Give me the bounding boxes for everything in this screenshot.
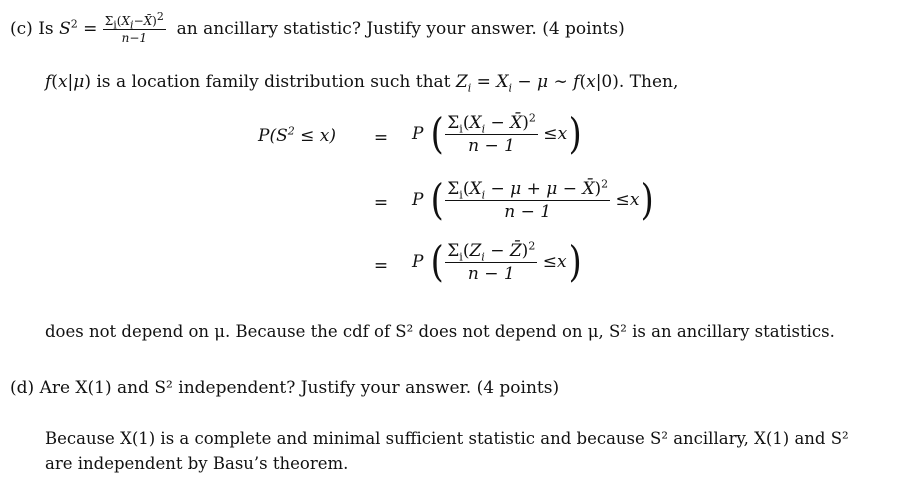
part-d-question [10, 378, 559, 398]
part-d-answer-line-2: are independent by Basu’s theorem. [45, 454, 349, 473]
derivation-lhs: $P(S^2 \le x)$ [258, 124, 336, 146]
equals-sign-1: = [373, 128, 389, 148]
s2-definition-fraction: $\frac{\Sigma_i(X_i-X̄)^2}{n-1}$ [104, 10, 164, 45]
part-c-label: (c) [10, 19, 33, 39]
equals-sign-2: = [373, 193, 389, 213]
part-c-question-prefix: Is [38, 19, 54, 39]
location-family-line: f(x|μ) is a location family distribution such that $Z_i = X_i - \mu$ ∼ f(x|0). Then, [45, 72, 679, 95]
part-d-question-text: Are X(1) and S² independent? Justify your answer. (4 points) [39, 378, 560, 398]
part-d-answer-line-1: Because X(1) is a complete and minimal sufficient statistic and because S² ancillary, X(1) and S² [45, 429, 849, 448]
part-d-label: (d) [10, 378, 35, 398]
derivation-row-2: P ( $\frac{\Sigma_i(X_i - \mu + \mu - X̄)^2}{n - 1}$ ≤ x ) [412, 175, 655, 224]
part-c-question: (c) Is $S^2$ = $\frac{\Sigma_i(X_i-X̄)^2}{n-1}$ an ancillary statistic? Justify your answer. (4 points) [10, 10, 625, 45]
location-family-text: is a location family distribution such that [96, 72, 451, 92]
then-text: . Then, [618, 72, 679, 92]
part-c-question-suffix: an ancillary statistic? Justify your answer. (4 points) [176, 19, 625, 39]
derivation-row-3: P ( $\frac{\Sigma_i(Z_i - Z̄)^2}{n - 1}$ ≤ x ) [412, 237, 582, 286]
part-c-conclusion: does not depend on μ. Because the cdf of S² does not depend on μ, S² is an ancillary statistics. [45, 322, 835, 341]
equals-sign-3: = [373, 256, 389, 276]
derivation-row-1: P ( $\frac{\Sigma_i(X_i - X̄)^2}{n - 1}$ ≤ x ) [412, 109, 582, 158]
